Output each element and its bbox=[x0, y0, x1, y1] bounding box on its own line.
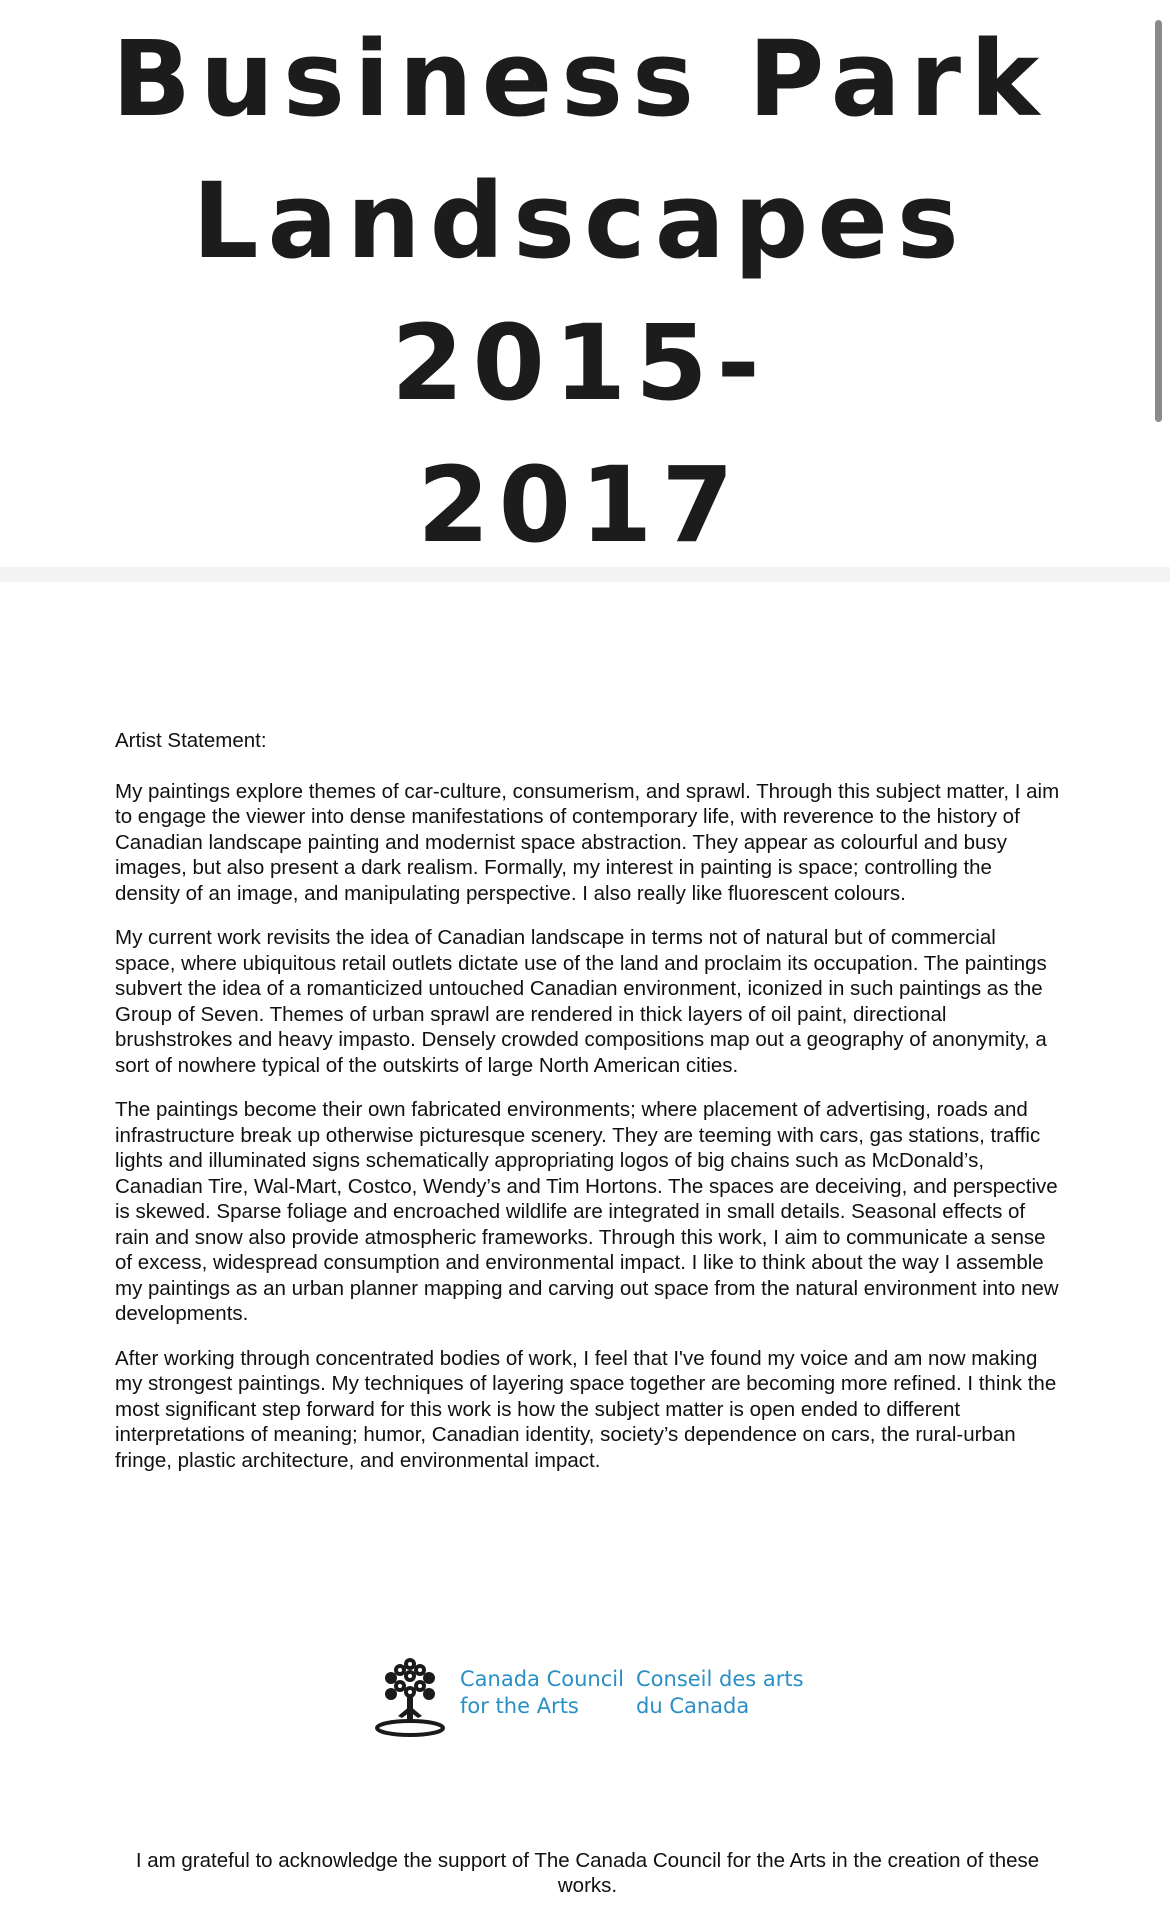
statement-paragraph-4: After working through concentrated bodies of work, I feel that I've found my voice and am now making my strongest paintings. My techniques of layering space together are becoming more refined. I think the most significant step forward for this work is how the subject matter is open ended to different interpretations of meaning; humor, Canadian identity, society’s dependence on cars, the rural-urban fringe, plastic architecture, and environmental impact. bbox=[115, 1346, 1057, 1472]
acknowledgement-text: I am grateful to acknowledge the support of The Canada Council for the Arts in the creation of these works. bbox=[135, 1849, 1040, 1897]
logo-text-english bbox=[460, 1666, 624, 1720]
statement-heading: Artist Statement: bbox=[115, 729, 267, 752]
artist-statement bbox=[115, 728, 1060, 1492]
page-title bbox=[0, 8, 1160, 576]
title-line-1: Business Park bbox=[111, 18, 1049, 140]
vertical-scrollbar[interactable] bbox=[1155, 20, 1162, 422]
title-line-2: Landscapes 2015- bbox=[192, 160, 968, 424]
logo-fr-line-2: du Canada bbox=[636, 1694, 750, 1718]
logo-text-french bbox=[636, 1666, 804, 1720]
statement-paragraph-3: The paintings become their own fabricated environments; where placement of advertising, roads and infrastructure break up otherwise picturesque scenery. They are teeming with cars, gas stations, traffic lights and illuminated signs schematically appropriating logos of big chains such as McDonald’s, Canadian Tire, Wal-Mart, Costco, Wendy’s and Tim Hortons. The spaces are deceiving, and perspective is skewed. Sparse foliage and encroached wildlife are integrated in small details. Seasonal effects of rain and snow also provide atmospheric frameworks. Through this work, I aim to communicate a sense of excess, widespread consumption and environmental impact. I like to think about the way I assemble my paintings as an urban planner mapping and carving out space from the natural environment into new developments. bbox=[115, 1098, 1059, 1325]
title-line-3: 2017 bbox=[417, 444, 743, 566]
logo-fr-line-1: Conseil des arts bbox=[636, 1667, 804, 1691]
statement-paragraph-2: My current work revisits the idea of Canadian landscape in terms not of natural but of commercial space, where ubiquitous retail outlets dictate use of the land and proclaim its occupation. The paintings subvert the idea of a romanticized untouched Canadian environment, iconized in such paintings as the Group of Seven. Themes of urban sprawl are rendered in thick layers of oil paint, directional brushstrokes and heavy impasto. Densely crowded compositions map out a geography of anonymity, a sort of nowhere typical of the outskirts of large North American cities. bbox=[115, 926, 1047, 1077]
section-divider bbox=[0, 567, 1170, 582]
logo-en-line-2: for the Arts bbox=[460, 1694, 579, 1718]
statement-paragraph-1: My paintings explore themes of car-culture, consumerism, and sprawl. Through this subject matter, I aim to engage the viewer into dense manifestations of contemporary life, with reverence to the history of Canadian landscape painting and modernist space abstraction. They appear as colourful and busy images, but also present a dark realism. Formally, my interest in painting is space; controlling the density of an image, and manipulating perspective. I also really like fluorescent colours. bbox=[115, 779, 1060, 905]
logo-en-line-1: Canada Council bbox=[460, 1667, 624, 1691]
canada-council-tree-icon bbox=[374, 1656, 446, 1738]
canada-council-logo bbox=[370, 1652, 810, 1742]
